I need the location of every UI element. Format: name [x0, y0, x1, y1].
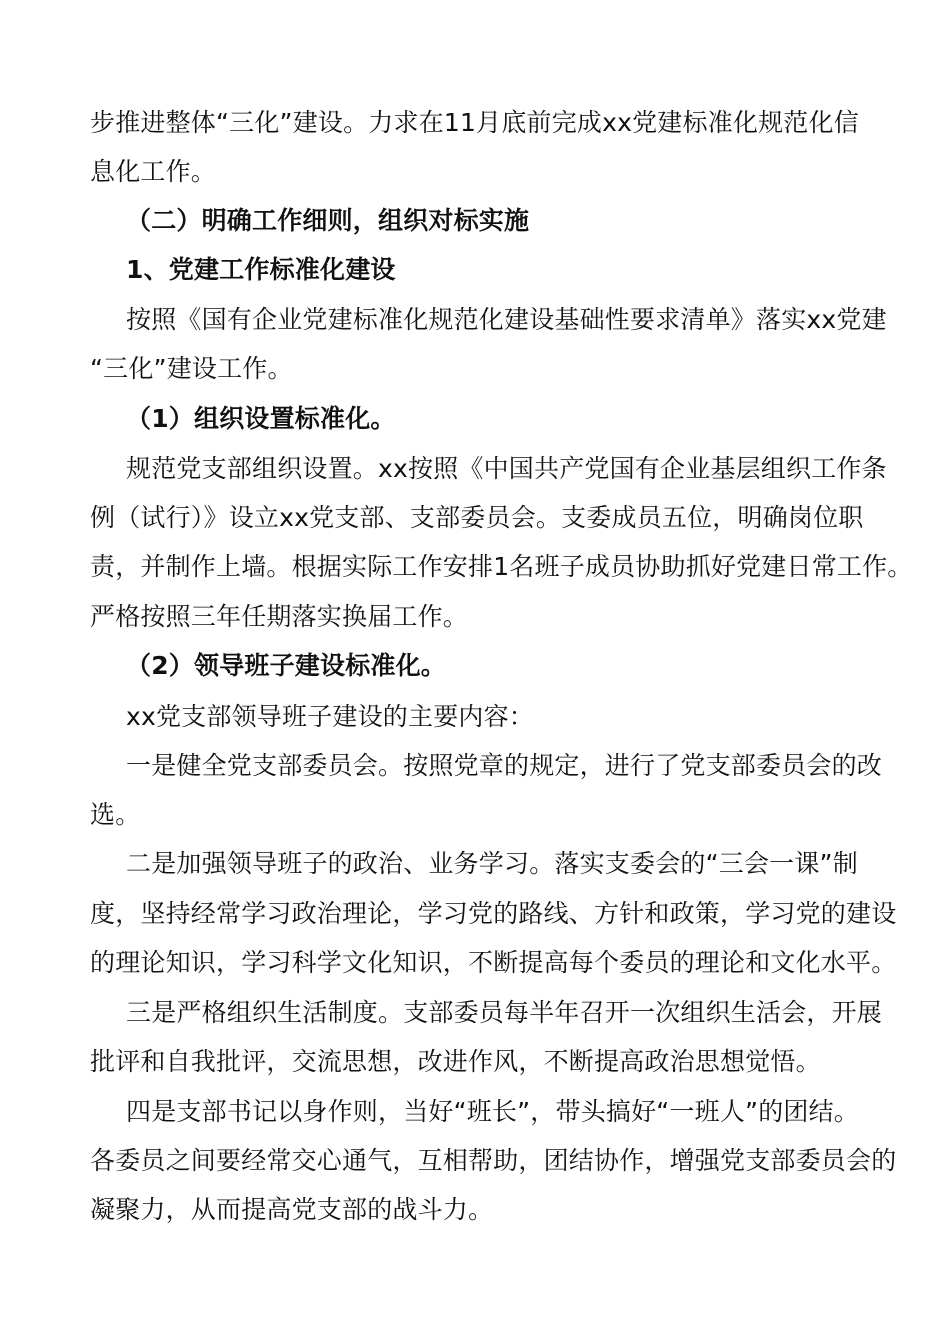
- paragraph-line: 规范党支部组织设置。xx按照《中国共产党国有企业基层组织工作条: [126, 454, 887, 483]
- paragraph-line: 选。: [90, 800, 141, 829]
- subsection-heading: 1、党建工作标准化建设: [126, 255, 396, 284]
- item-heading: （1）组织设置标准化。: [126, 404, 396, 433]
- paragraph-line: 各委员之间要经常交心通气，互相帮助，团结协作，增强党支部委员会的: [90, 1146, 897, 1175]
- section-heading: （二）明确工作细则，组织对标实施: [126, 206, 530, 235]
- paragraph-line: xx党支部领导班子建设的主要内容：: [126, 702, 534, 731]
- paragraph-line: 按照《国有企业党建标准化规范化建设基础性要求清单》落实xx党建: [126, 305, 887, 334]
- paragraph-line: 一是健全党支部委员会。按照党章的规定，进行了党支部委员会的改: [126, 751, 883, 780]
- paragraph-line: 批评和自我批评，交流思想，改进作风，不断提高政治思想觉悟。: [90, 1047, 821, 1076]
- item-heading: （2）领导班子建设标准化。: [126, 651, 446, 680]
- paragraph-line: 责，并制作上墙。根据实际工作安排1名班子成员协助抓好党建日常工作。: [90, 552, 913, 581]
- paragraph-line: 息化工作。: [90, 157, 217, 186]
- paragraph-line: 度，坚持经常学习政治理论，学习党的路线、方针和政策，学习党的建设: [90, 899, 897, 928]
- paragraph-line: 二是加强领导班子的政治、业务学习。落实支委会的“三会一课”制: [126, 849, 858, 878]
- paragraph-line: 例（试行）》设立xx党支部、支部委员会。支委成员五位，明确岗位职: [90, 503, 864, 532]
- paragraph-line: 严格按照三年任期落实换届工作。: [90, 602, 469, 631]
- paragraph-line: “三化”建设工作。: [90, 354, 293, 383]
- paragraph-line: 四是支部书记以身作则，当好“班长”，带头搞好“一班人”的团结。: [126, 1097, 860, 1126]
- paragraph-line: 的理论知识，学习科学文化知识，不断提高每个委员的理论和文化水平。: [90, 948, 897, 977]
- paragraph-line: 步推进整体“三化”建设。力求在11月底前完成xx党建标准化规范化信: [90, 108, 859, 137]
- paragraph-line: 三是严格组织生活制度。支部委员每半年召开一次组织生活会，开展: [126, 998, 883, 1027]
- paragraph-line: 凝聚力，从而提高党支部的战斗力。: [90, 1195, 494, 1224]
